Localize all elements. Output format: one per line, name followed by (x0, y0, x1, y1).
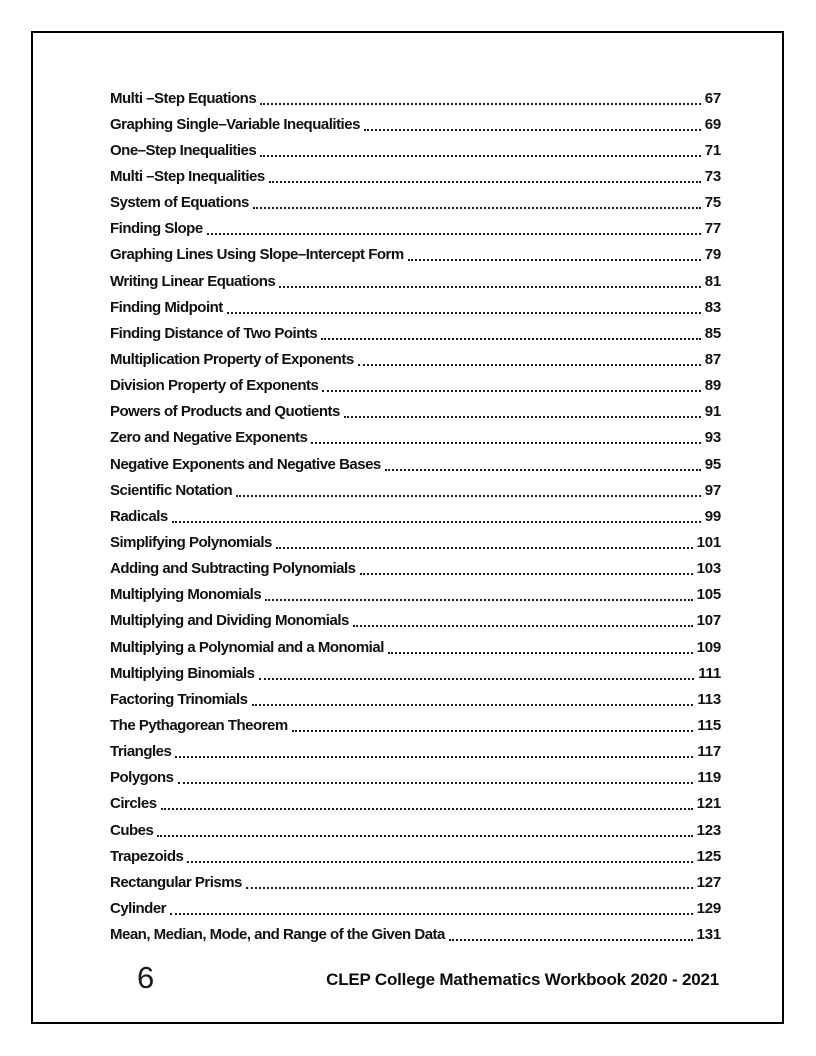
dot-leader (175, 745, 693, 758)
toc-entry-title: Division Property of Exponents (110, 377, 319, 395)
toc-entry (110, 922, 721, 948)
toc-entry (110, 477, 721, 503)
toc-entry (110, 268, 721, 294)
toc-entry-page: 101 (696, 533, 721, 551)
toc-entry-title: Cylinder (110, 899, 167, 917)
toc-entry-page: 77 (704, 220, 721, 238)
toc-entry-title: Triangles (110, 743, 172, 761)
toc-entry-title: Multi –Step Inequalities (110, 167, 265, 185)
toc-entry-page: 83 (704, 298, 721, 316)
toc-entry (110, 556, 721, 582)
toc-entry (110, 660, 721, 686)
toc-entry (110, 451, 721, 477)
footer-page-number: 6 (137, 960, 155, 995)
dot-leader (253, 196, 701, 209)
toc-entry (110, 765, 721, 791)
toc-entry (110, 216, 721, 242)
toc-entry-page: 111 (698, 664, 721, 682)
dot-leader (246, 876, 693, 889)
table-of-contents (110, 85, 721, 948)
dot-leader (364, 118, 701, 131)
footer-book-title: CLEP College Mathematics Workbook 2020 - 2021 (326, 970, 719, 989)
toc-entry-page: 85 (704, 324, 721, 342)
toc-entry (110, 895, 721, 921)
toc-entry-page: 119 (697, 769, 721, 787)
dot-leader (449, 928, 693, 941)
toc-entry-title: Zero and Negative Exponents (110, 429, 308, 447)
toc-entry (110, 294, 721, 320)
toc-entry-page: 87 (704, 350, 721, 368)
toc-entry-page: 93 (704, 429, 721, 447)
toc-entry-title: Adding and Subtracting Polynomials (110, 560, 356, 578)
dot-leader (227, 301, 701, 314)
toc-entry-title: Multiplying and Dividing Monomials (110, 612, 349, 630)
toc-entry-page: 69 (704, 115, 721, 133)
toc-entry-title: Multiplying a Polynomial and a Monomial (110, 638, 384, 656)
toc-entry (110, 608, 721, 634)
toc-entry (110, 137, 721, 163)
dot-leader (353, 614, 693, 627)
toc-entry (110, 399, 721, 425)
toc-entry-title: Polygons (110, 769, 174, 787)
toc-entry-title: Rectangular Prisms (110, 873, 242, 891)
toc-entry (110, 163, 721, 189)
toc-entry (110, 190, 721, 216)
toc-entry-title: Trapezoids (110, 847, 184, 865)
dot-leader (388, 641, 693, 654)
toc-entry-title: Scientific Notation (110, 481, 233, 499)
toc-entry-page: 91 (704, 403, 721, 421)
dot-leader (252, 693, 694, 706)
toc-entry-title: Factoring Trinomials (110, 690, 248, 708)
dot-leader (172, 510, 701, 523)
toc-entry (110, 791, 721, 817)
dot-leader (292, 719, 694, 732)
dot-leader (207, 222, 701, 235)
dot-leader (236, 484, 701, 497)
toc-entry-page: 103 (696, 560, 721, 578)
dot-leader (178, 771, 694, 784)
toc-entry-page: 105 (696, 586, 721, 604)
toc-entry (110, 425, 721, 451)
toc-entry (110, 85, 721, 111)
toc-entry-page: 89 (704, 377, 721, 395)
toc-entry (110, 686, 721, 712)
toc-entry-page: 121 (696, 795, 721, 813)
dot-leader (161, 797, 693, 810)
toc-entry-title: Multiplying Binomials (110, 664, 255, 682)
toc-entry-title: The Pythagorean Theorem (110, 716, 288, 734)
toc-entry-title: Cubes (110, 821, 154, 839)
dot-leader (265, 588, 692, 601)
toc-entry-title: Graphing Single–Variable Inequalities (110, 115, 360, 133)
dot-leader (259, 667, 695, 680)
toc-entry-title: One–Step Inequalities (110, 141, 257, 159)
toc-entry-page: 79 (704, 246, 721, 264)
toc-entry-page: 123 (696, 821, 721, 839)
toc-entry (110, 529, 721, 555)
toc-entry-title: Mean, Median, Mode, and Range of the Given Data (110, 926, 445, 944)
dot-leader (360, 562, 693, 575)
toc-entry (110, 817, 721, 843)
dot-leader (157, 824, 692, 837)
toc-entry-title: Multi –Step Equations (110, 89, 257, 107)
toc-entry-page: 71 (704, 141, 721, 159)
toc-entry (110, 242, 721, 268)
toc-entry-page: 73 (704, 167, 721, 185)
dot-leader (187, 850, 692, 863)
toc-entry-title: Powers of Products and Quotients (110, 403, 340, 421)
toc-entry-title: Writing Linear Equations (110, 272, 276, 290)
toc-entry-page: 75 (704, 194, 721, 212)
toc-entry-page: 131 (696, 926, 721, 944)
toc-entry (110, 320, 721, 346)
toc-entry-title: Simplifying Polynomials (110, 533, 272, 551)
dot-leader (260, 92, 701, 105)
toc-entry (110, 503, 721, 529)
toc-entry (110, 739, 721, 765)
toc-entry-title: System of Equations (110, 194, 249, 212)
toc-entry-page: 99 (704, 507, 721, 525)
toc-entry-page: 115 (697, 716, 721, 734)
toc-entry-title: Multiplying Monomials (110, 586, 262, 604)
dot-leader (269, 170, 701, 183)
toc-entry-title: Negative Exponents and Negative Bases (110, 455, 381, 473)
dot-leader (344, 405, 701, 418)
toc-entry-title: Finding Slope (110, 220, 203, 238)
dot-leader (279, 275, 700, 288)
toc-entry (110, 869, 721, 895)
dot-leader (311, 431, 700, 444)
toc-entry-page: 67 (704, 89, 721, 107)
toc-entry (110, 634, 721, 660)
toc-entry-page: 81 (704, 272, 721, 290)
dot-leader (321, 327, 700, 340)
toc-entry (110, 582, 721, 608)
toc-entry-title: Finding Distance of Two Points (110, 324, 318, 342)
toc-entry (110, 111, 721, 137)
toc-entry-page: 97 (704, 481, 721, 499)
toc-entry-title: Multiplication Property of Exponents (110, 350, 354, 368)
toc-entry-title: Radicals (110, 507, 168, 525)
toc-entry-page: 95 (704, 455, 721, 473)
toc-entry (110, 346, 721, 372)
toc-entry-page: 107 (696, 612, 721, 630)
toc-entry (110, 373, 721, 399)
toc-entry-page: 113 (697, 690, 721, 708)
dot-leader (408, 248, 701, 261)
toc-entry-title: Circles (110, 795, 157, 813)
toc-entry-title: Graphing Lines Using Slope–Intercept Form (110, 246, 404, 264)
toc-entry-page: 127 (696, 873, 721, 891)
dot-leader (358, 353, 701, 366)
toc-entry-page: 109 (696, 638, 721, 656)
dot-leader (260, 144, 700, 157)
toc-entry-page: 129 (696, 899, 721, 917)
toc-entry (110, 712, 721, 738)
toc-entry-page: 117 (697, 743, 721, 761)
dot-leader (385, 458, 701, 471)
dot-leader (276, 536, 693, 549)
dot-leader (322, 379, 700, 392)
toc-entry (110, 843, 721, 869)
toc-entry-title: Finding Midpoint (110, 298, 223, 316)
dot-leader (170, 902, 693, 915)
toc-entry-page: 125 (696, 847, 721, 865)
